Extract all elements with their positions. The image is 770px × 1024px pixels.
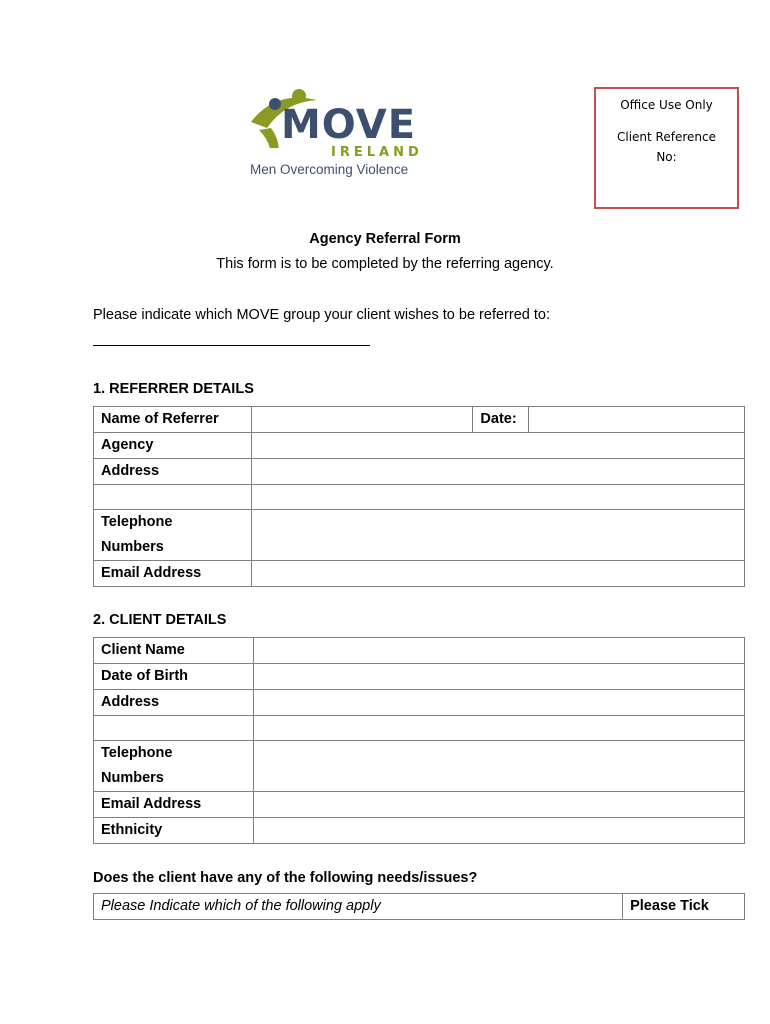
referrer-details-heading: 1. REFERRER DETAILS — [93, 381, 254, 397]
table-row — [94, 407, 745, 433]
referrer-telephone-field[interactable] — [251, 510, 744, 561]
agency-field[interactable] — [251, 433, 744, 459]
table-row — [94, 690, 745, 716]
office-use-label: Office Use Only — [620, 98, 713, 112]
client-address-field-2[interactable] — [253, 716, 744, 741]
referrer-address-field-2[interactable] — [251, 485, 744, 510]
move-ireland-logo — [245, 88, 435, 180]
referrer-telephone-label — [94, 510, 252, 561]
indicate-header: Please Indicate which of the following apply — [94, 894, 623, 920]
table-row — [94, 510, 745, 561]
table-row — [94, 638, 745, 664]
date-field[interactable] — [529, 407, 745, 433]
client-address-continued-label — [94, 716, 254, 741]
client-reference-no-label: No: — [656, 150, 677, 164]
table-row — [94, 664, 745, 690]
referrer-address-continued-label — [94, 485, 252, 510]
date-of-birth-label: Date of Birth — [94, 664, 254, 690]
logo-ireland-text: IRELAND — [331, 145, 423, 160]
client-email-label: Email Address — [94, 792, 254, 818]
group-question: Please indicate which MOVE group your client wishes to be referred to: — [93, 307, 550, 323]
table-row — [94, 741, 745, 792]
form-subtitle: This form is to be completed by the referring agency. — [216, 256, 554, 272]
referrer-details-table — [93, 406, 745, 587]
ethnicity-field[interactable] — [253, 818, 744, 844]
client-reference-label: Client Reference — [617, 130, 716, 144]
group-answer-line[interactable] — [93, 345, 370, 346]
referrer-telephone-label-line1: Telephone — [101, 514, 173, 530]
referrer-address-label: Address — [94, 459, 252, 485]
client-email-field[interactable] — [253, 792, 744, 818]
agency-label: Agency — [94, 433, 252, 459]
needs-table — [93, 893, 745, 920]
referrer-email-label: Email Address — [94, 561, 252, 587]
client-details-heading: 2. CLIENT DETAILS — [93, 612, 227, 628]
client-telephone-label-line2: Numbers — [101, 770, 164, 786]
client-name-label: Client Name — [94, 638, 254, 664]
referrer-address-field[interactable] — [251, 459, 744, 485]
table-row — [94, 818, 745, 844]
logo-tagline: Men Overcoming Violence — [250, 162, 409, 177]
referrer-email-field[interactable] — [251, 561, 744, 587]
please-tick-header: Please Tick — [623, 894, 745, 920]
form-title: Agency Referral Form — [309, 231, 461, 247]
ethnicity-label: Ethnicity — [94, 818, 254, 844]
client-name-field[interactable] — [253, 638, 744, 664]
table-row — [94, 433, 745, 459]
table-row — [94, 485, 745, 510]
client-telephone-field[interactable] — [253, 741, 744, 792]
date-label: Date: — [473, 407, 529, 433]
table-row — [94, 894, 745, 920]
table-row — [94, 792, 745, 818]
logo-move-text: MOVE — [281, 102, 417, 148]
client-address-label: Address — [94, 690, 254, 716]
client-details-table — [93, 637, 745, 844]
name-of-referrer-field[interactable] — [251, 407, 473, 433]
name-of-referrer-label: Name of Referrer — [94, 407, 252, 433]
needs-question: Does the client have any of the following needs/issues? — [93, 870, 478, 886]
referrer-telephone-label-line2: Numbers — [101, 539, 164, 555]
office-use-box — [594, 87, 739, 209]
table-row — [94, 459, 745, 485]
table-row — [94, 561, 745, 587]
table-row — [94, 716, 745, 741]
client-telephone-label-line1: Telephone — [101, 745, 173, 761]
date-of-birth-field[interactable] — [253, 664, 744, 690]
client-address-field[interactable] — [253, 690, 744, 716]
client-telephone-label — [94, 741, 254, 792]
